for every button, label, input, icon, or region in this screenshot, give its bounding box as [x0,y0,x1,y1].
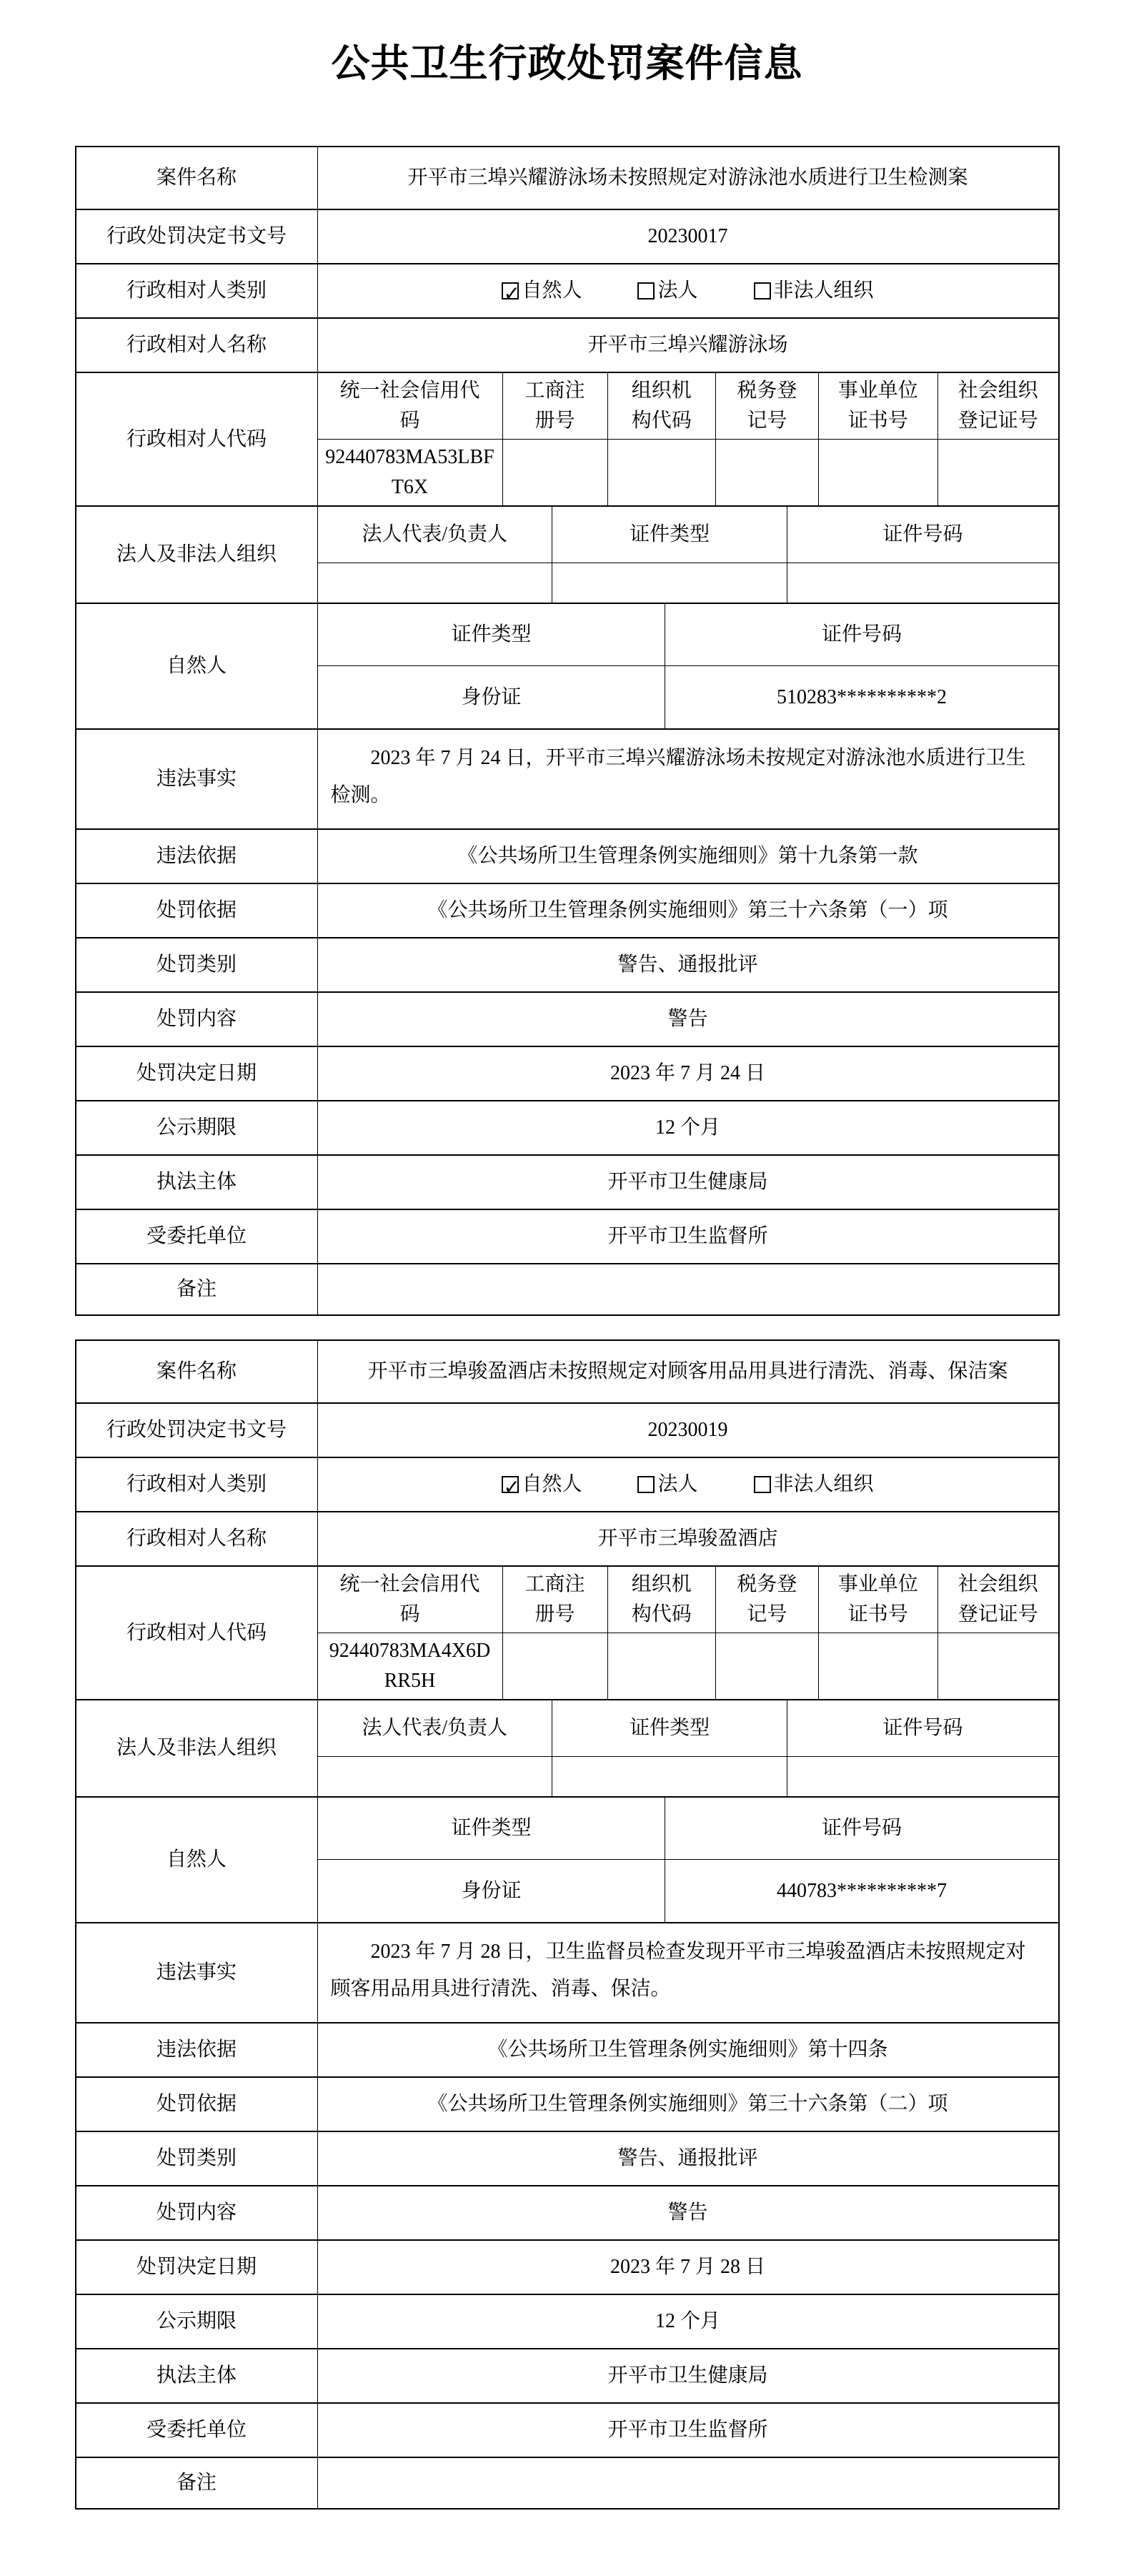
row-label-natural-person: 自然人 [76,1798,318,1922]
legal-org-value-row [318,563,1058,603]
party-type-option-legal-person [637,1470,697,1500]
header-id-number: 证件号码 [882,523,963,546]
row-label-penalty-type: 处罚类别 [76,938,318,991]
header-id-type: 证件类型 [552,1700,787,1756]
illegal-basis-value: 《公共场所卫生管理条例实施细则》第十九条第一款 [457,845,918,868]
case-name-value: 开平市三埠兴耀游泳场未按照规定对游泳池水质进行卫生检测案 [407,167,968,189]
row-label-party-code: 行政相对人代码 [76,1567,318,1699]
case-tables-container [0,146,1134,2510]
empty-cell [716,1633,819,1699]
row-penalty-date [76,1046,1058,1100]
row-label-remarks: 备注 [76,2458,318,2508]
remarks-value [318,1264,1058,1314]
remarks-value [318,2458,1058,2508]
legal-org-header-row [318,1700,1058,1756]
checkbox-icon [637,1476,655,1493]
publicity-period-value: 12 个月 [655,1116,720,1139]
row-penalty-type [76,2131,1058,2185]
natural-person-value-row [318,1859,1058,1922]
row-label-party-name: 行政相对人名称 [76,319,318,372]
row-entrusted-unit [76,1209,1058,1263]
penalty-date-value: 2023 年 7 月 28 日 [610,2256,765,2279]
party-type-option-legal-person [637,276,697,306]
row-label-penalty-basis: 处罚依据 [76,884,318,937]
case-table [75,1339,1060,2510]
header-id-type: 证件类型 [318,604,666,665]
row-penalty-date [76,2239,1058,2294]
checkbox-icon [502,1476,519,1493]
row-publicity-period [76,1100,1058,1154]
row-label-party-type: 行政相对人类别 [76,264,318,317]
party-type-option-unincorporated-org [754,276,874,306]
penalty-type-value: 警告、通报批评 [617,953,758,976]
decision-no-value: 20230017 [647,225,728,248]
party-type-option-label: 自然人 [522,279,582,302]
row-illegal-basis [76,2022,1058,2076]
row-label-entrusted-unit: 受委托单位 [76,1210,318,1263]
decision-no-value: 20230019 [647,1419,728,1442]
row-party-type [76,1457,1058,1511]
row-illegal-basis [76,828,1058,883]
page-title: 公共卫生行政处罚案件信息 [331,42,803,85]
checkbox-icon [754,282,771,299]
row-label-case-name: 案件名称 [76,1341,318,1402]
header-legal-representative: 法人代表/负责人 [318,1700,552,1756]
header-id-type: 证件类型 [552,507,787,563]
row-remarks [76,1263,1058,1314]
row-case-name [76,1341,1058,1402]
party-type-option-label: 非法人组织 [773,1473,874,1496]
illegal-fact-value: 2023 年 7 月 24 日，开平市三埠兴耀游泳场未按规定对游泳池水质进行卫生检测。 [330,747,1026,806]
row-publicity-period [76,2294,1058,2348]
penalty-content-value: 警告 [667,2201,708,2224]
row-label-natural-person: 自然人 [76,604,318,728]
row-label-party-type: 行政相对人类别 [76,1458,318,1511]
party-type-option-label: 法人 [657,279,698,302]
row-penalty-basis [76,883,1058,937]
party-code-value-row [318,439,1058,505]
header-tax-registration-no: 税务登记号 [716,1567,819,1633]
row-label-case-name: 案件名称 [76,147,318,209]
natural-person-grid [318,604,1058,728]
header-tax-registration-no: 税务登记号 [716,373,819,439]
header-unified-social-credit-code: 统一社会信用代码 [318,373,503,439]
empty-cell [552,1757,787,1796]
header-social-org-registration-no: 社会组织登记证号 [958,1573,1038,1626]
party-type-option-natural-person [502,1470,582,1500]
row-label-penalty-basis: 处罚依据 [76,2078,318,2131]
row-label-party-code: 行政相对人代码 [76,373,318,505]
row-party-name [76,317,1058,372]
row-decision-no [76,1402,1058,1457]
row-enforcement-body [76,1154,1058,1209]
header-public-institution-cert-no: 事业单位证书号 [819,1567,938,1633]
natural-person-value-row [318,665,1058,728]
row-label-legal-org: 法人及非法人组织 [76,1700,318,1796]
row-label-illegal-basis: 违法依据 [76,2023,318,2076]
row-label-decision-no: 行政处罚决定书文号 [76,210,318,263]
checkbox-icon [637,282,655,299]
row-party-name [76,1511,1058,1565]
header-organization-code: 组织机构代码 [608,1567,716,1633]
row-label-publicity-period: 公示期限 [76,2295,318,2348]
row-natural-person [76,1796,1058,1922]
row-enforcement-body [76,2348,1058,2402]
row-label-decision-no: 行政处罚决定书文号 [76,1404,318,1457]
empty-cell [503,1633,608,1699]
illegal-fact-value: 2023 年 7 月 28 日，卫生监督员检查发现开平市三埠骏盈酒店未按照规定对顾客用品用具进行清洗、消毒、保洁。 [330,1941,1026,2000]
header-unified-social-credit-code: 统一社会信用代码 [318,1567,503,1633]
row-party-code [76,372,1058,505]
id-type-value: 身份证 [318,1860,666,1922]
penalty-date-value: 2023 年 7 月 24 日 [610,1062,765,1085]
row-legal-org [76,1699,1058,1796]
checkbox-icon [502,282,519,299]
header-id-number: 证件号码 [882,1717,963,1740]
empty-cell [819,1633,938,1699]
empty-cell [938,1633,1058,1699]
party-code-grid [318,1567,1058,1699]
party-type-options [318,264,1058,317]
row-label-legal-org: 法人及非法人组织 [76,507,318,603]
party-code-header-row [318,1567,1058,1633]
row-penalty-type [76,937,1058,991]
row-label-entrusted-unit: 受委托单位 [76,2404,318,2457]
header-id-type: 证件类型 [318,1798,666,1859]
penalty-basis-value: 《公共场所卫生管理条例实施细则》第三十六条第（一）项 [427,899,948,922]
row-penalty-content [76,2185,1058,2239]
row-party-type [76,263,1058,317]
row-legal-org [76,505,1058,603]
legal-org-value-row [318,1756,1058,1796]
row-label-illegal-fact: 违法事实 [76,730,318,828]
empty-cell [608,440,716,505]
header-legal-representative: 法人代表/负责人 [318,507,552,563]
row-label-illegal-basis: 违法依据 [76,830,318,883]
row-natural-person [76,603,1058,728]
penalty-content-value: 警告 [667,1008,708,1031]
checkbox-icon [754,1476,771,1493]
header-id-number: 证件号码 [821,1817,902,1840]
row-label-illegal-fact: 违法事实 [76,1923,318,2022]
entrusted-unit-value: 开平市卫生监督所 [607,2419,768,2442]
natural-person-grid [318,1798,1058,1922]
legal-org-header-row [318,507,1058,563]
id-number-value: 440783**********7 [776,1879,947,1902]
party-type-option-label: 非法人组织 [773,279,874,302]
case-name-value: 开平市三埠骏盈酒店未按照规定对顾客用品用具进行清洗、消毒、保洁案 [367,1360,1008,1383]
natural-person-header-row [318,1798,1058,1859]
row-remarks [76,2457,1058,2508]
empty-cell [503,440,608,505]
row-label-remarks: 备注 [76,1264,318,1314]
enforcement-body-value: 开平市卫生健康局 [607,2364,768,2387]
row-party-code [76,1565,1058,1699]
row-entrusted-unit [76,2402,1058,2457]
party-type-option-label: 自然人 [522,1473,582,1496]
party-code-header-row [318,373,1058,439]
header-organization-code: 组织机构代码 [608,373,716,439]
publicity-period-value: 12 个月 [655,2310,720,2333]
unified-social-credit-code-value: 92440783MA53LBFT6X [318,440,503,505]
legal-org-grid [318,507,1058,603]
id-type-value: 身份证 [318,666,666,728]
party-name-value: 开平市三埠骏盈酒店 [597,1527,778,1550]
row-case-name [76,147,1058,209]
empty-cell [552,563,787,603]
row-label-penalty-date: 处罚决定日期 [76,2241,318,2294]
row-penalty-basis [76,2076,1058,2131]
empty-cell [787,563,1058,603]
empty-cell [608,1633,716,1699]
empty-cell [819,440,938,505]
row-illegal-fact [76,1922,1058,2022]
row-illegal-fact [76,728,1058,828]
party-type-option-unincorporated-org [754,1470,874,1500]
enforcement-body-value: 开平市卫生健康局 [607,1171,768,1194]
party-type-option-natural-person [502,276,582,306]
row-penalty-content [76,991,1058,1046]
party-code-value-row [318,1633,1058,1699]
row-label-penalty-content: 处罚内容 [76,993,318,1046]
header-id-number: 证件号码 [821,623,902,646]
row-label-enforcement-body: 执法主体 [76,1156,318,1209]
id-number-value: 510283**********2 [776,685,947,708]
empty-cell [318,563,552,603]
empty-cell [318,1757,552,1796]
case-table [75,146,1060,1316]
header-public-institution-cert-no: 事业单位证书号 [819,373,938,439]
row-label-penalty-date: 处罚决定日期 [76,1047,318,1100]
unified-social-credit-code-value: 92440783MA4X6DRR5H [318,1633,503,1699]
row-label-penalty-content: 处罚内容 [76,2186,318,2239]
penalty-type-value: 警告、通报批评 [617,2147,758,2170]
row-label-party-name: 行政相对人名称 [76,1512,318,1565]
party-code-grid [318,373,1058,505]
party-type-options [318,1458,1058,1511]
header-business-registration-no: 工商注册号 [503,373,608,439]
party-type-option-label: 法人 [657,1473,698,1496]
party-name-value: 开平市三埠兴耀游泳场 [587,334,788,357]
header-business-registration-no: 工商注册号 [503,1567,608,1633]
entrusted-unit-value: 开平市卫生监督所 [607,1225,768,1248]
penalty-basis-value: 《公共场所卫生管理条例实施细则》第三十六条第（二）项 [427,2093,948,2116]
empty-cell [787,1757,1058,1796]
row-decision-no [76,209,1058,263]
legal-org-grid [318,1700,1058,1796]
empty-cell [938,440,1058,505]
row-label-enforcement-body: 执法主体 [76,2349,318,2402]
row-label-publicity-period: 公示期限 [76,1101,318,1154]
header-social-org-registration-no: 社会组织登记证号 [958,380,1038,432]
row-label-penalty-type: 处罚类别 [76,2132,318,2185]
illegal-basis-value: 《公共场所卫生管理条例实施细则》第十四条 [487,2038,888,2061]
empty-cell [716,440,819,505]
natural-person-header-row [318,604,1058,665]
